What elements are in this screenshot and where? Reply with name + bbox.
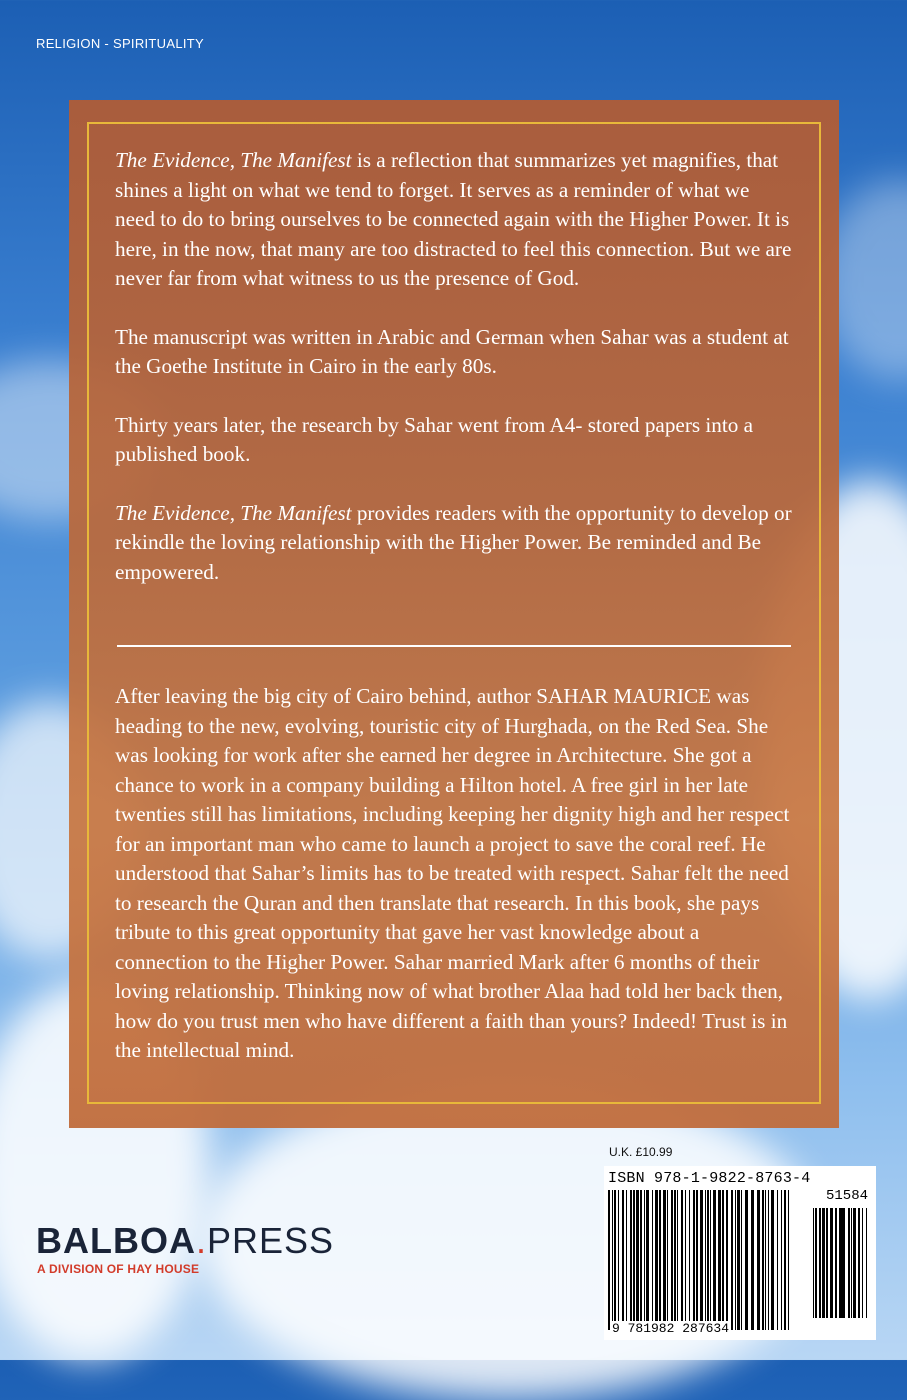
barcode-main	[608, 1190, 804, 1330]
isbn-text: ISBN 978-1-9822-8763-4	[608, 1170, 811, 1187]
book-title: The Evidence, The Manifest	[115, 148, 352, 172]
barcode-bars	[608, 1190, 872, 1318]
divider	[117, 645, 791, 647]
description-paragraph-2: The manuscript was written in Arabic and German when Sahar was a student at the Goethe Institute in Cairo in the early 80s.	[115, 324, 789, 378]
description-paragraph-3: Thirty years later, the research by Sahar went from A4- stored papers into a published book.	[115, 412, 754, 466]
publisher-name-bold: BALBOA	[36, 1220, 196, 1261]
publisher-tagline: A DIVISION OF HAY HOUSE	[37, 1262, 200, 1276]
description-paragraph-4	[115, 499, 793, 588]
publisher-name-light: PRESS	[207, 1220, 335, 1261]
description-paragraph-1	[115, 146, 793, 294]
author-bio	[115, 682, 793, 1095]
category-label: RELIGION - SPIRITUALITY	[36, 36, 204, 51]
publisher-dot: .	[195, 1220, 207, 1261]
publisher-logo	[36, 1220, 334, 1262]
barcode-number: 9 781982 287634	[612, 1321, 730, 1336]
barcode-bar	[866, 1208, 869, 1318]
description-text	[115, 146, 793, 616]
barcode-bar	[789, 1190, 792, 1330]
isbn-barcode	[604, 1166, 876, 1340]
book-title: The Evidence, The Manifest	[115, 500, 352, 525]
description-panel	[69, 100, 839, 1128]
price-label: U.K. £10.99	[609, 1145, 673, 1159]
author-bio-paragraph: After leaving the big city of Cairo behind, author SAHAR MAURICE was heading to the new, evolving, touristic city of Hurghada, on the Red Sea. She was looking for work after she earned her degree in Architecture. She got a chance to work in a company building a Hilton hotel. A free girl in her late twenties still has limitations, including keeping her dignity high and her respect for an important man who came to launch a project to save the coral reef. He understood that Sahar’s limits has to be treated with respect. Sahar felt the need to research the Quran and then translate that research. In this book, she pays tribute to this great opportunity that gave her vast knowledge about a connection to the Higher Power. Sahar married Mark after 6 months of their loving relationship. Thinking now of what brother Alaa had told her back then, how do you trust men who have different a faith than yours? Indeed! Trust is in the intellectual mind.	[115, 684, 790, 1062]
paragraph-text: is a reflection that summarizes yet magnifies, that shines a light on what we tend to forget. It serves as a reminder of what we need to do to bring ourselves to be connected again with the Higher Power. It is here, in the now, that many are too distracted to feel this connection. But we are never far from what witness to us the presence of God.	[115, 148, 792, 290]
barcode-addon	[813, 1208, 869, 1318]
paragraph-text: provides readers with the opportunity to develop or rekindle the loving relationship with the Higher Power. Be reminded and Be empowered.	[115, 500, 792, 584]
barcode-addon-number: 51584	[825, 1188, 868, 1204]
